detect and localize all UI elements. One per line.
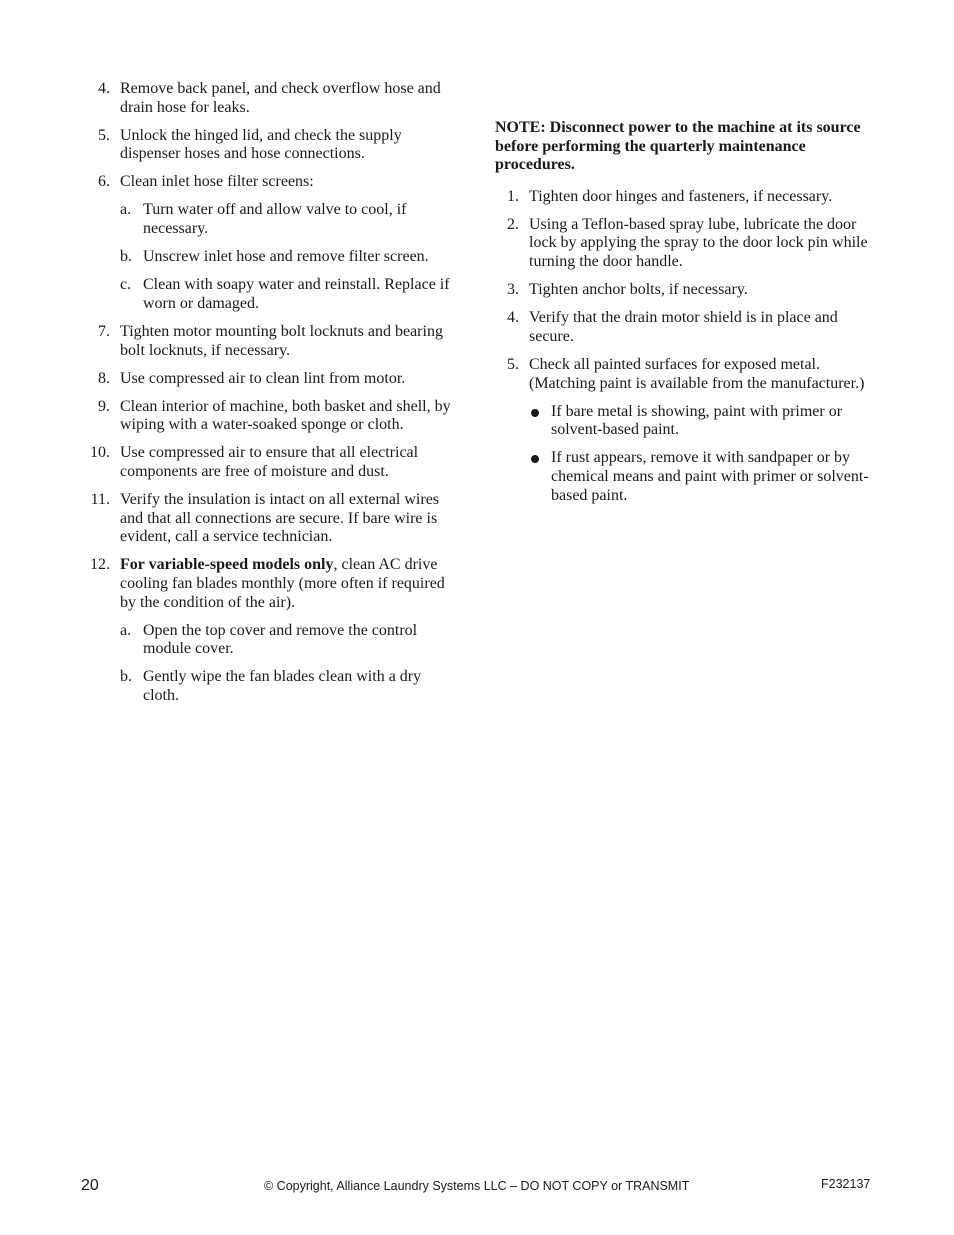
item-bold-lead: For variable-speed models only xyxy=(120,556,334,574)
right-column xyxy=(495,119,870,515)
list-item-8 xyxy=(86,370,458,389)
item-text: Verify that the drain motor shield is in place and secure. xyxy=(529,309,838,345)
bullet-dot-icon xyxy=(531,455,539,463)
item-text: Verify the insulation is intact on all external wires and that all connections are secure. If bare wire is evident, call a service technician. xyxy=(120,491,440,546)
sub-item-text: Clean with soapy water and reinstall. Replace if worn or damaged. xyxy=(143,276,450,312)
item-number: 5. xyxy=(507,355,519,373)
bullet-dot-icon xyxy=(531,409,539,417)
item-text: Using a Teflon-based spray lube, lubricate the door lock by applying the spray to the door lock pin while turning the door handle. xyxy=(529,215,868,271)
item-text: Tighten motor mounting bolt locknuts and bearing bolt locknuts, if necessary. xyxy=(120,322,443,359)
item-text: Remove back panel, and check overflow hose and drain hose for leaks. xyxy=(120,80,441,116)
item-number: 11. xyxy=(90,491,110,509)
item-text: Check all painted surfaces for exposed metal. (Matching paint is available from the manufacturer.) xyxy=(529,355,865,392)
sub-item-text: Turn water off and allow valve to cool, if necessary. xyxy=(143,201,407,238)
list-item-6 xyxy=(86,173,458,192)
sub-item-6b xyxy=(86,248,458,267)
sub-item-letter: b. xyxy=(120,668,132,686)
quarterly-note: NOTE: Disconnect power to the machine at its source before performing the quarterly maintenance procedures. xyxy=(495,119,861,174)
item-text: Clean inlet hose filter screens: xyxy=(120,173,314,191)
item-number: 1. xyxy=(507,187,519,205)
list-item-11 xyxy=(86,491,458,547)
copyright-notice: © Copyright, Alliance Laundry Systems LLC – DO NOT COPY or TRANSMIT xyxy=(264,1179,690,1193)
list-item-1 xyxy=(495,188,870,207)
bullet-text: If bare metal is showing, paint with primer or solvent-based paint. xyxy=(551,402,843,439)
sub-item-text: Open the top cover and remove the control module cover. xyxy=(143,621,418,658)
item-number: 2. xyxy=(507,215,519,233)
list-item-9 xyxy=(86,398,458,435)
sub-item-text: Unscrew inlet hose and remove filter screen. xyxy=(143,248,429,266)
item-number: 8. xyxy=(98,369,110,387)
item-number: 6. xyxy=(98,173,110,191)
item-text: Unlock the hinged lid, and check the supply dispenser hoses and hose connections. xyxy=(120,126,402,163)
bullet-item-bare-metal xyxy=(495,403,870,440)
item-number: 4. xyxy=(98,80,110,97)
item-number: 7. xyxy=(98,322,110,340)
item-text: , clean AC drive cooling fan blades monthly (more often if required by the condition of the air). xyxy=(120,556,445,611)
sub-item-letter: b. xyxy=(120,248,132,266)
bullet-item-rust xyxy=(495,449,870,505)
list-item-4 xyxy=(86,80,458,117)
item-number: 3. xyxy=(507,281,519,299)
item-text: Use compressed air to clean lint from motor. xyxy=(120,369,406,387)
sub-item-6c xyxy=(86,276,458,313)
item-number: 5. xyxy=(98,126,110,144)
item-text: Clean interior of machine, both basket and shell, by wiping with a water-soaked sponge or cloth. xyxy=(120,397,451,434)
item-text: Tighten anchor bolts, if necessary. xyxy=(529,281,748,299)
list-item-4 xyxy=(495,309,870,346)
page-number: 20 xyxy=(81,1177,99,1194)
list-item-10 xyxy=(86,444,458,481)
document-code: F232137 xyxy=(821,1177,871,1191)
list-item-7 xyxy=(86,323,458,360)
sub-item-12b xyxy=(86,668,458,705)
item-text: Use compressed air to ensure that all electrical components are free of moisture and dust. xyxy=(120,444,419,480)
sub-item-text: Gently wipe the fan blades clean with a dry cloth. xyxy=(143,668,422,704)
item-number: 12. xyxy=(90,556,110,574)
item-text: Tighten door hinges and fasteners, if necessary. xyxy=(529,187,833,205)
sub-item-12a xyxy=(86,622,458,659)
item-number: 9. xyxy=(98,397,110,415)
sub-item-letter: c. xyxy=(120,276,132,294)
item-number: 4. xyxy=(507,309,519,327)
list-item-5 xyxy=(495,356,870,393)
left-column xyxy=(86,80,458,715)
sub-item-letter: a. xyxy=(120,621,132,639)
item-number: 10. xyxy=(90,444,110,462)
list-item-5 xyxy=(86,127,458,164)
bullet-text: If rust appears, remove it with sandpaper or by chemical means and paint with primer or solvent-based paint. xyxy=(551,449,869,504)
sub-item-letter: a. xyxy=(120,201,132,219)
list-item-3 xyxy=(495,281,870,300)
sub-item-6a xyxy=(86,201,458,238)
list-item-2 xyxy=(495,216,870,272)
list-item-12 xyxy=(86,556,458,612)
